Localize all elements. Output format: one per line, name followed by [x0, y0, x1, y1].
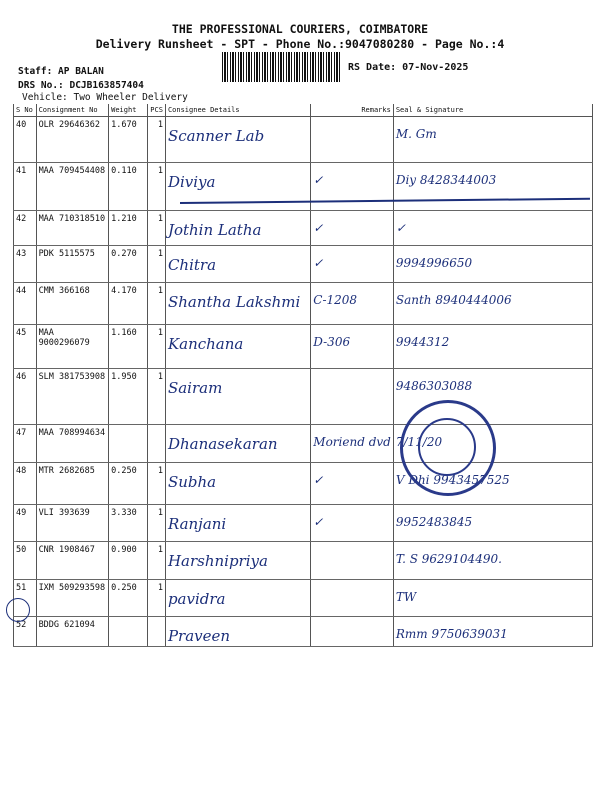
cell-weight — [109, 425, 148, 463]
cell-consignee: Diviya — [165, 163, 310, 211]
table-row — [14, 463, 593, 505]
cell-sno: 42 — [14, 211, 37, 246]
col-consignment: Consignment No — [36, 104, 109, 117]
staff-label: Staff: AP BALAN — [18, 66, 104, 77]
cell-pcs: 1 — [148, 325, 166, 369]
cell-pcs: 1 — [148, 505, 166, 542]
cell-weight: 1.210 — [109, 211, 148, 246]
barcode — [222, 52, 342, 82]
table-row — [14, 283, 593, 325]
cell-consignee: Kanchana — [165, 325, 310, 369]
cell-sno: 44 — [14, 283, 37, 325]
cell-consignment: VLI 393639 — [36, 505, 109, 542]
cell-consignment: CNR 1908467 — [36, 542, 109, 580]
cell-remarks: ✓ — [311, 246, 394, 283]
cell-consignee: Chitra — [165, 246, 310, 283]
cell-signature: 9944312 — [393, 325, 592, 369]
cell-consignment: PDK 5115575 — [36, 246, 109, 283]
cell-remarks: ✓ — [311, 505, 394, 542]
table-row — [14, 425, 593, 463]
cell-weight: 0.900 — [109, 542, 148, 580]
cell-signature: 7/11/20 — [393, 425, 592, 463]
cell-remarks: Moriend dvd — [311, 425, 394, 463]
table-row — [14, 211, 593, 246]
cell-signature: TW — [393, 580, 592, 617]
cell-remarks: D-306 — [311, 325, 394, 369]
header-subtitle: Delivery Runsheet - SPT - Phone No.:9047080280 - Page No.:4 — [95, 37, 505, 51]
cell-signature: ✓ — [393, 211, 592, 246]
cell-remarks: ✓ — [311, 211, 394, 246]
col-sno: S No — [14, 104, 37, 117]
cell-sno: 49 — [14, 505, 37, 542]
col-pcs: PCS — [148, 104, 166, 117]
cell-signature: Santh 8940444006 — [393, 283, 592, 325]
cell-pcs: 1 — [148, 246, 166, 283]
cell-remarks: ✓ — [311, 463, 394, 505]
cell-sno: 46 — [14, 369, 37, 425]
cell-remarks — [311, 542, 394, 580]
seal-stamp-inner — [418, 418, 476, 476]
cell-consignment: SLM 381753908 — [36, 369, 109, 425]
cell-signature: T. S 9629104490. — [393, 542, 592, 580]
cell-sno: 45 — [14, 325, 37, 369]
cell-weight: 1.950 — [109, 369, 148, 425]
rs-date: RS Date: 07-Nov-2025 — [348, 62, 469, 73]
cell-weight: 1.160 — [109, 325, 148, 369]
cell-sno: 51 — [14, 580, 37, 617]
cell-remarks: ✓ — [311, 163, 394, 211]
cell-consignment: CMM 366168 — [36, 283, 109, 325]
runsheet-table — [13, 104, 593, 647]
cell-remarks — [311, 369, 394, 425]
cell-consignee: Harshnipriya — [165, 542, 310, 580]
table-row — [14, 542, 593, 580]
cell-sno: 48 — [14, 463, 37, 505]
cell-consignment: OLR 29646362 — [36, 117, 109, 163]
cell-consignee: Praveen — [165, 617, 310, 647]
cell-signature: V Dhi 9943457525 — [393, 463, 592, 505]
cell-consignee: pavidra — [165, 580, 310, 617]
cell-weight: 3.330 — [109, 505, 148, 542]
col-consignee: Consignee Details — [165, 104, 310, 117]
cell-sno: 43 — [14, 246, 37, 283]
cell-weight: 1.670 — [109, 117, 148, 163]
header-title: THE PROFESSIONAL COURIERS, COIMBATORE — [171, 22, 429, 36]
cell-consignment: MTR 2682685 — [36, 463, 109, 505]
cell-weight: 0.250 — [109, 580, 148, 617]
cell-pcs: 1 — [148, 211, 166, 246]
cell-signature: Diy 8428344003 — [393, 163, 592, 211]
cell-consignment: MAA 709454408 — [36, 163, 109, 211]
table-row — [14, 117, 593, 163]
cell-consignment: BDDG 621094 — [36, 617, 109, 647]
cell-pcs: 1 — [148, 117, 166, 163]
cell-remarks — [311, 580, 394, 617]
table-row — [14, 580, 593, 617]
cell-consignee: Dhanasekaran — [165, 425, 310, 463]
cell-weight: 0.270 — [109, 246, 148, 283]
table-row — [14, 505, 593, 542]
circle-mark — [6, 598, 30, 622]
cell-remarks: C-1208 — [311, 283, 394, 325]
cell-consignee: Jothin Latha — [165, 211, 310, 246]
cell-pcs: 1 — [148, 580, 166, 617]
cell-weight: 0.250 — [109, 463, 148, 505]
cell-pcs — [148, 425, 166, 463]
cell-signature: Rmm 9750639031 — [393, 617, 592, 647]
cell-signature: 9952483845 — [393, 505, 592, 542]
cell-signature: 9994996650 — [393, 246, 592, 283]
col-weight: Weight — [109, 104, 148, 117]
cell-consignee: Ranjani — [165, 505, 310, 542]
cell-consignment: MAA 710318510 — [36, 211, 109, 246]
cell-sno: 50 — [14, 542, 37, 580]
cell-pcs: 1 — [148, 163, 166, 211]
cell-signature: 9486303088 — [393, 369, 592, 425]
table-row — [14, 246, 593, 283]
cell-remarks — [311, 617, 394, 647]
cell-pcs: 1 — [148, 463, 166, 505]
table-header-row — [14, 104, 593, 117]
table-row — [14, 369, 593, 425]
cell-consignee: Shantha Lakshmi — [165, 283, 310, 325]
cell-consignee: Sairam — [165, 369, 310, 425]
cell-weight: 4.170 — [109, 283, 148, 325]
cell-consignee: Subha — [165, 463, 310, 505]
cell-pcs: 1 — [148, 369, 166, 425]
col-signature: Seal & Signature — [393, 104, 592, 117]
cell-sno: 52 — [14, 617, 37, 647]
cell-weight: 0.110 — [109, 163, 148, 211]
cell-consignment: MAA 708994634 — [36, 425, 109, 463]
cell-weight — [109, 617, 148, 647]
cell-consignment: IXM 509293598 — [36, 580, 109, 617]
table-row — [14, 163, 593, 211]
cell-remarks — [311, 117, 394, 163]
cell-sno: 40 — [14, 117, 37, 163]
col-remarks: Remarks — [311, 104, 394, 117]
cell-consignment: MAA 9000296079 — [36, 325, 109, 369]
table-row — [14, 617, 593, 647]
drs-number: DRS No.: DCJB163857404 — [18, 80, 144, 91]
table-row — [14, 325, 593, 369]
cell-signature: M. Gm — [393, 117, 592, 163]
cell-sno: 47 — [14, 425, 37, 463]
cell-pcs: 1 — [148, 542, 166, 580]
cell-sno: 41 — [14, 163, 37, 211]
vehicle-label: Vehicle: Two Wheeler Delivery — [22, 92, 188, 103]
cell-pcs: 1 — [148, 283, 166, 325]
cell-pcs — [148, 617, 166, 647]
cell-consignee: Scanner Lab — [165, 117, 310, 163]
